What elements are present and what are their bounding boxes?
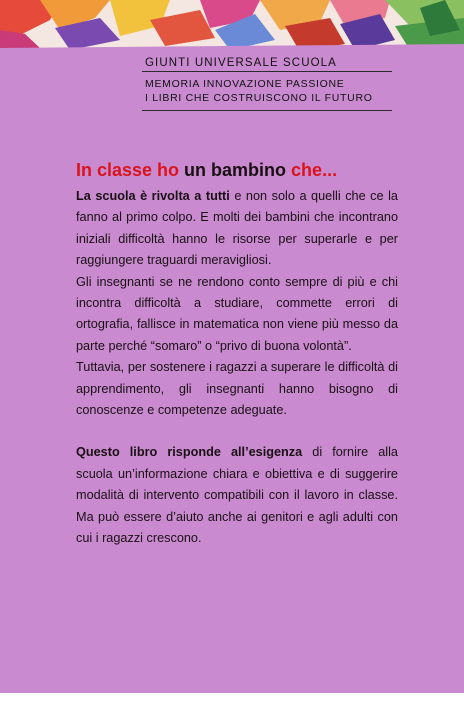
paragraph-4-text: di fornire alla scuola un’informazione chiara e obiettiva e di suggerire modalità di intervento compatibili con il lavoro in classe. Ma può essere d’aiuto anche ai genitori e agli adulti con cui i ragazzi crescono. (76, 445, 398, 546)
paragraph-4 (76, 442, 398, 549)
paragraph-1-lead: La scuola è rivolta a tutti (76, 189, 230, 203)
headline (76, 160, 337, 181)
bottom-margin (0, 693, 464, 711)
decorative-painting (0, 0, 464, 60)
paragraph-1 (76, 186, 398, 272)
paragraph-3: Tuttavia, per sostenere i ragazzi a superare le difficoltà di apprendimento, gli insegnanti hanno bisogno di conoscenze e competenze adeguate. (76, 360, 398, 418)
headline-part-3: che... (286, 160, 338, 180)
headline-part-1: In classe ho (76, 160, 180, 180)
header-rule-top (142, 71, 392, 72)
paragraph-1-text: e non solo a quelli che ce la fanno al primo colpo. E molti dei bambini che incontrano iniziali difficoltà hanno le risorse per superarle e per raggiungere traguardi meravigliosi. (76, 189, 398, 268)
paragraph-spacer (76, 421, 398, 442)
series-title: GIUNTI UNIVERSALE SCUOLA (145, 57, 337, 69)
paragraph-4-lead: Questo libro risponde all’esigenza (76, 445, 303, 460)
paragraph-2: Gli insegnanti se ne rendono conto sempre di più e chi incontra difficoltà a studiare, commette errori di ortografia, fallisce in matematica non viene più messo da parte perché “somaro” o “privo di buona volontà”. (76, 274, 398, 353)
header-rule-bottom (142, 110, 392, 111)
motto-line-2: I LIBRI CHE COSTRUISCONO IL FUTURO (145, 92, 373, 104)
motto-line-1: MEMORIA INNOVAZIONE PASSIONE (145, 78, 345, 90)
headline-part-2: un bambino (179, 160, 287, 180)
blurb (76, 186, 398, 550)
